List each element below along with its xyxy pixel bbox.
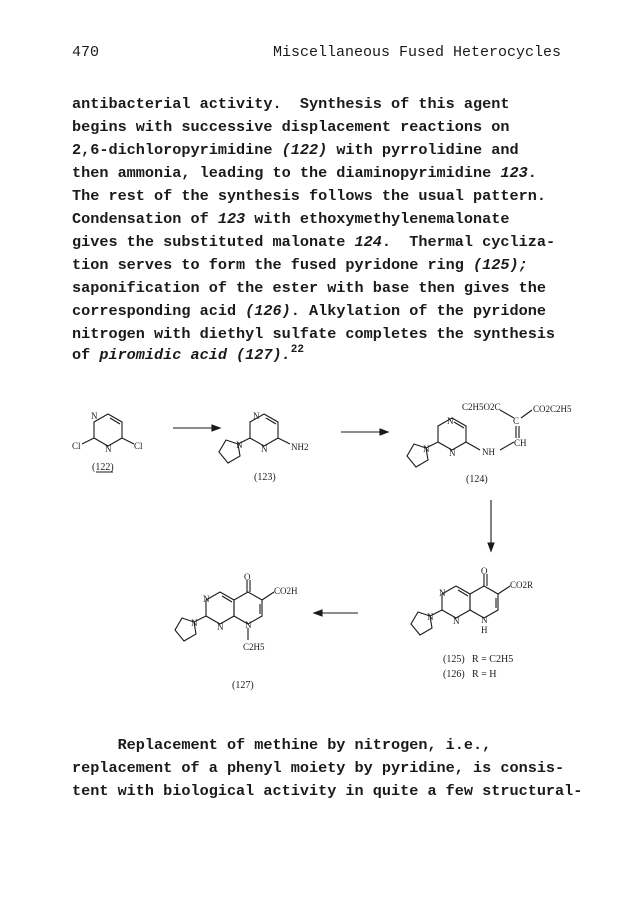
compound-label-127: (127): [232, 680, 254, 691]
structure-125-126: [411, 566, 533, 680]
text-line: then ammonia, leading to the diaminopyrimidine 123.: [72, 164, 537, 182]
atom-label: N: [423, 444, 430, 454]
text-line: begins with successive displacement reactions on: [72, 118, 510, 136]
arrow-head: [314, 610, 322, 616]
atom-label: N: [203, 594, 210, 604]
text-line: Condensation of 123 with ethoxymethylenemalonate: [72, 210, 510, 228]
atom-label: N: [91, 411, 98, 421]
text-line: antibacterial activity. Synthesis of this agent: [72, 95, 510, 113]
atom-label: CH: [514, 438, 527, 448]
atom-label: NH2: [291, 442, 309, 452]
compound-label-126: (126): [443, 669, 465, 680]
atom-label: C: [513, 416, 520, 426]
atom-label: N: [245, 620, 252, 630]
compound-label-123: (123): [254, 472, 276, 483]
substituent-label: R = C2H5: [472, 654, 514, 665]
text-line: nitrogen with diethyl sulfate completes the synthesis: [72, 325, 556, 343]
structure-127: [175, 572, 298, 691]
atom-label: N: [439, 588, 446, 598]
structure-122: [72, 411, 143, 473]
text-line: tent with biological activity in quite a few structural-: [72, 782, 583, 800]
atom-label: CO2R: [510, 580, 534, 590]
text-line: saponification of the ester with base then gives the: [72, 279, 546, 297]
text-line: gives the substituted malonate 124. Thermal cycliza-: [72, 233, 556, 251]
atom-label: N: [261, 444, 268, 454]
atom-label: C2H5: [243, 642, 265, 652]
compound-label-124: (124): [466, 474, 488, 485]
atom-label: N: [191, 618, 198, 628]
atom-label: N: [427, 612, 434, 622]
compound-label-122: (122): [92, 462, 114, 473]
running-head: Miscellaneous Fused Heterocycles: [273, 44, 562, 61]
text-line: Replacement of methine by nitrogen, i.e.,: [72, 736, 492, 754]
atom-label: Cl: [72, 441, 81, 451]
atom-label: NH: [482, 447, 495, 457]
structure-123: [219, 411, 309, 483]
atom-label: N: [253, 411, 260, 421]
atom-label: C2H5O2C: [462, 402, 501, 412]
text-line: The rest of the synthesis follows the usual pattern.: [72, 187, 546, 205]
citation-ref: 22: [290, 344, 304, 356]
atom-label: N: [105, 444, 112, 454]
page-number: 470: [72, 44, 100, 61]
atom-label: Cl: [134, 441, 143, 451]
atom-label: N: [449, 448, 456, 458]
atom-label: O: [481, 566, 488, 576]
atom-label: N: [447, 416, 454, 426]
atom-label: H: [481, 625, 488, 635]
atom-label: N: [236, 440, 243, 450]
atom-label: N: [481, 615, 488, 625]
arrow-head: [380, 429, 388, 435]
text-line: replacement of a phenyl moiety by pyridine, is consis-: [72, 759, 565, 777]
substituent-label: R = H: [472, 669, 497, 680]
arrow-head: [488, 543, 494, 551]
text-line: corresponding acid (126). Alkylation of the pyridone: [72, 302, 546, 320]
atom-label: O: [244, 572, 251, 582]
text-line: 2,6-dichloropyrimidine (122) with pyrrolidine and: [72, 141, 519, 159]
structure-124: [407, 402, 572, 485]
arrow-head: [212, 425, 220, 431]
atom-label: N: [217, 622, 224, 632]
compound-label-125: (125): [443, 654, 465, 665]
atom-label: N: [453, 616, 460, 626]
text-line: of piromidic acid (127).$^{22}$: [72, 344, 304, 364]
atom-label: CO2C2H5: [533, 404, 572, 414]
atom-label: CO2H: [274, 586, 298, 596]
text-line: tion serves to form the fused pyridone ring (125);: [72, 256, 528, 274]
